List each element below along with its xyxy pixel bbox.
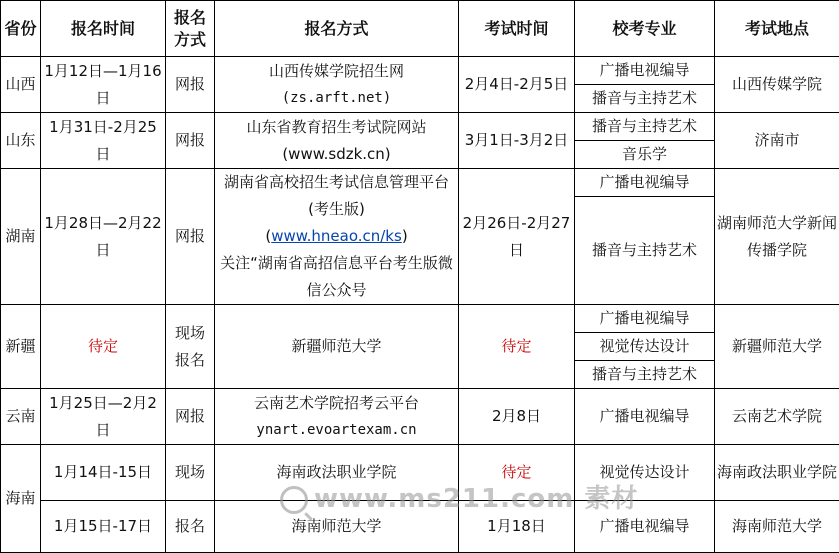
- province-cell: 山西: [1, 57, 41, 113]
- table-row: [1, 113, 839, 141]
- method-text: 云南艺术学院招考云平台: [253, 393, 419, 412]
- reg-time-cell: 1月28日—2月22日: [41, 169, 166, 305]
- exam-time-cell: 2月4日-2月5日: [459, 57, 575, 113]
- major-cell: 广播电视编导: [575, 389, 715, 445]
- major-cell: 播音与主持艺术: [575, 197, 715, 305]
- table-row: [1, 389, 839, 445]
- table-row: [1, 57, 839, 85]
- major-cell: 播音与主持艺术: [575, 113, 715, 141]
- reg-mode-cell: 网报: [166, 169, 215, 305]
- location-cell: 云南艺术学院: [715, 389, 839, 445]
- location-cell: 湖南师范大学新闻传播学院: [715, 169, 839, 305]
- major-cell: 广播电视编导: [575, 169, 715, 197]
- header-row: [1, 1, 839, 57]
- major-cell: 广播电视编导: [575, 57, 715, 85]
- reg-method-cell: [215, 113, 459, 169]
- reg-method-cell: 海南政法职业学院: [215, 445, 459, 501]
- major-cell: 播音与主持艺术: [575, 85, 715, 113]
- exam-time-cell: 待定: [459, 305, 575, 389]
- exam-time-cell: 3月1日-3月2日: [459, 113, 575, 169]
- header-reg-time: 报名时间: [41, 1, 166, 57]
- reg-time-cell: 待定: [41, 305, 166, 389]
- header-province: 省份: [1, 1, 41, 57]
- major-cell: 视觉传达设计: [575, 445, 715, 501]
- exam-time-cell: 待定: [459, 445, 575, 501]
- location-cell: 海南政法职业学院: [715, 445, 839, 501]
- location-cell: 山西传媒学院: [715, 57, 839, 113]
- reg-mode-cell: 网报: [166, 57, 215, 113]
- method-text: 山东省教育招生考试院网站: [246, 117, 427, 136]
- table-row: [1, 501, 839, 553]
- location-cell: 新疆师范大学: [715, 305, 839, 389]
- header-location: 考试地点: [715, 1, 839, 57]
- major-cell: 广播电视编导: [575, 305, 715, 333]
- reg-mode-cell: 现场: [166, 445, 215, 501]
- method-url: (www.sdzk.cn): [282, 144, 391, 163]
- location-cell: 济南市: [715, 113, 839, 169]
- reg-method-cell: [215, 389, 459, 445]
- reg-time-cell: 1月12日—1月16日: [41, 57, 166, 113]
- method-link[interactable]: www.hneao.cn/ks: [271, 227, 402, 245]
- reg-mode-cell: 报名: [166, 501, 215, 553]
- reg-mode-cell: 网报: [166, 389, 215, 445]
- exam-time-cell: 1月18日: [459, 501, 575, 553]
- watermark-text: www.ms211.com 素材: [314, 484, 639, 514]
- method-text: 山西传媒学院招生网: [268, 61, 404, 80]
- province-cell: 云南: [1, 389, 41, 445]
- reg-method-cell: [215, 169, 459, 305]
- header-major: 校考专业: [575, 1, 715, 57]
- province-cell: 湖南: [1, 169, 41, 305]
- reg-method-cell: 新疆师范大学: [215, 305, 459, 389]
- header-exam-time: 考试时间: [459, 1, 575, 57]
- method-note: 关注“湖南省高招信息平台考生版微信公众号: [220, 254, 453, 299]
- table-row: [1, 169, 839, 197]
- header-reg-method: 报名方式: [215, 1, 459, 57]
- location-cell: 海南师范大学: [715, 501, 839, 553]
- major-cell: 视觉传达设计: [575, 333, 715, 361]
- reg-mode-cell: 现场报名: [166, 305, 215, 389]
- header-reg-mode: 报名方式: [166, 1, 215, 57]
- method-url: (zs.arft.net): [281, 89, 392, 106]
- reg-time-cell: 1月31日-2月25日: [41, 113, 166, 169]
- major-cell: 广播电视编导: [575, 501, 715, 553]
- reg-time-cell: 1月15日-17日: [41, 501, 166, 553]
- method-url: ynart.evoartexam.cn: [256, 421, 417, 438]
- reg-mode-cell: 网报: [166, 113, 215, 169]
- reg-time-cell: 1月14日-15日: [41, 445, 166, 501]
- reg-time-cell: 1月25日—2月2日: [41, 389, 166, 445]
- table-row: [1, 305, 839, 333]
- major-cell: 播音与主持艺术: [575, 361, 715, 389]
- province-cell: 海南: [1, 445, 41, 553]
- method-link-wrap: (www.hneao.cn/ks): [265, 227, 408, 245]
- major-cell: 音乐学: [575, 141, 715, 169]
- exam-time-cell: 2月26日-2月27日: [459, 169, 575, 305]
- reg-method-cell: 海南师范大学: [215, 501, 459, 553]
- province-cell: 新疆: [1, 305, 41, 389]
- method-text: 湖南省高校招生考试信息管理平台(考生版): [223, 173, 449, 218]
- exam-time-cell: 2月8日: [459, 389, 575, 445]
- province-cell: 山东: [1, 113, 41, 169]
- reg-method-cell: [215, 57, 459, 113]
- table-row: [1, 445, 839, 501]
